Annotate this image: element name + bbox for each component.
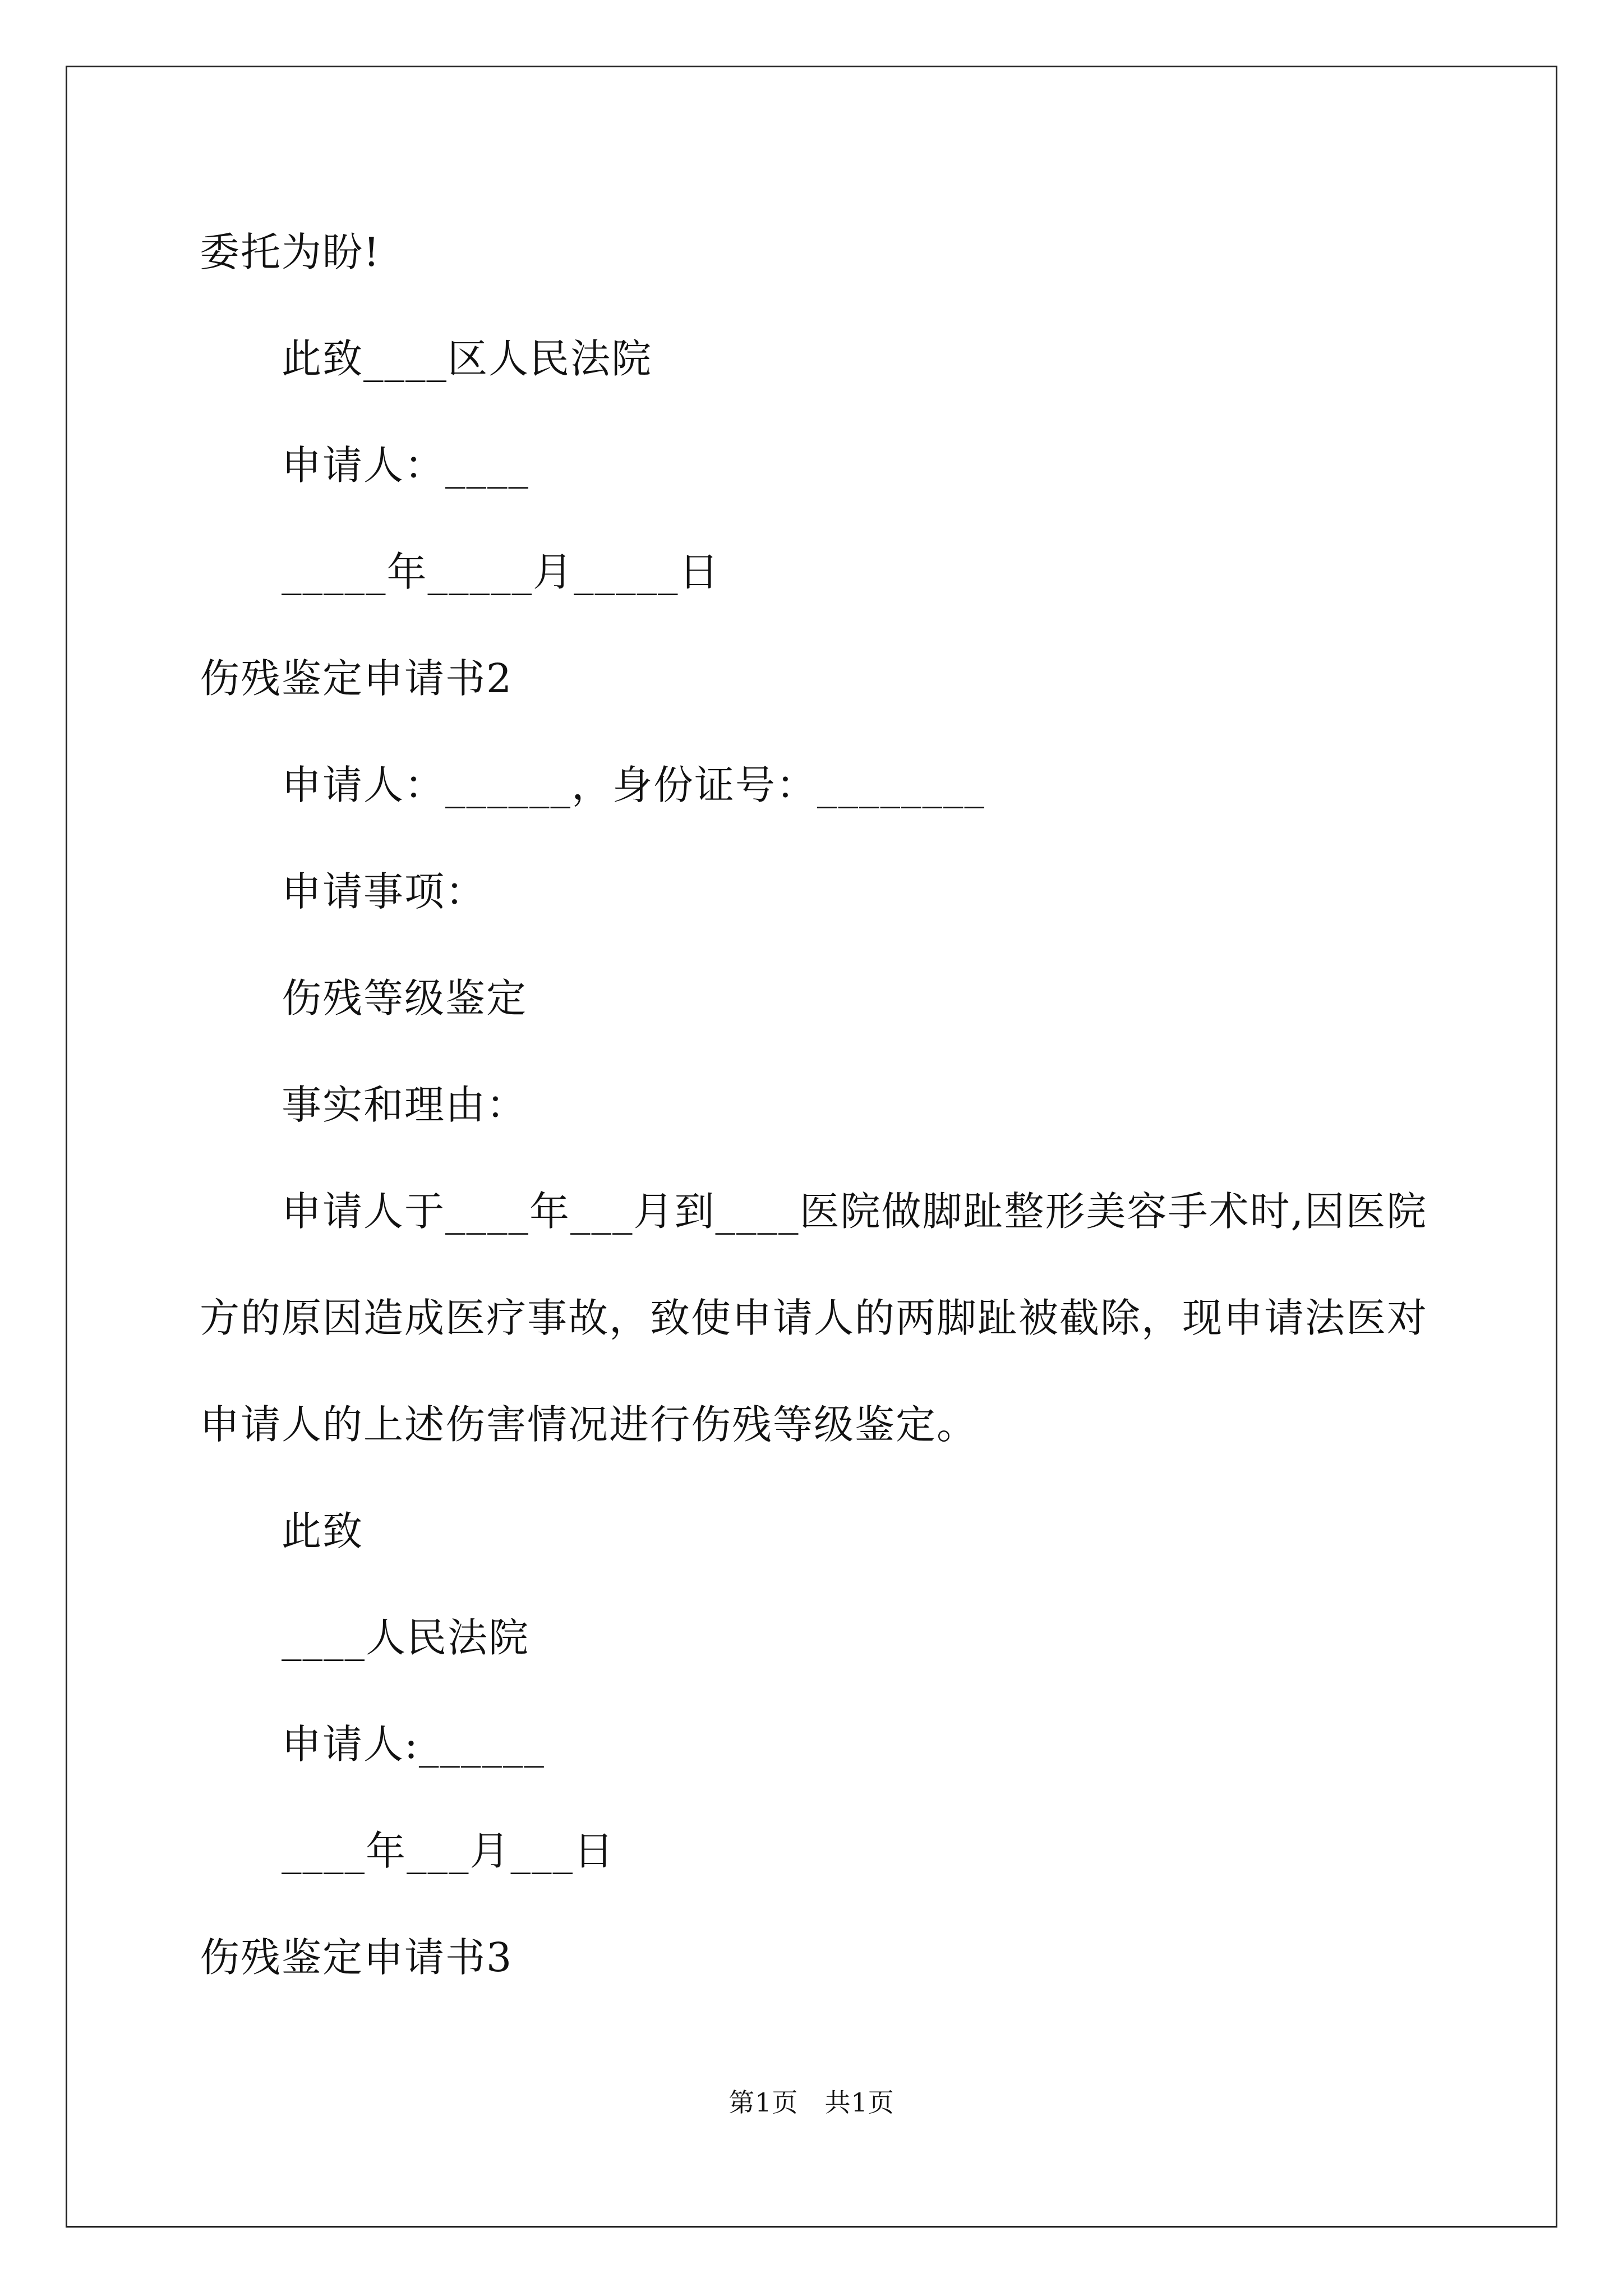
section-title-2: 伤残鉴定申请书2: [200, 655, 513, 702]
salutation-court-line: 此致____区人民法院: [282, 335, 653, 382]
date-line: _____年_____月_____日: [282, 549, 720, 595]
applicant-id-line: 申请人：______，身份证号：________: [282, 762, 986, 808]
facts-paragraph-line-3: 申请人的上述伤害情况进行伤残等级鉴定。: [200, 1401, 978, 1448]
request-item: 伤残等级鉴定: [282, 975, 528, 1022]
page-frame: [66, 66, 1557, 2228]
date-line-2: ____年___月___日: [282, 1828, 615, 1874]
section-title-3: 伤残鉴定申请书3: [200, 1934, 513, 1981]
request-items-heading: 申请事项：: [282, 868, 487, 915]
page-footer: 第1页 共1页: [728, 2087, 895, 2118]
applicant-signature-line-2: 申请人:______: [282, 1721, 545, 1768]
facts-paragraph-line-1: 申请人于____年___月到____医院做脚趾整形美容手术时,因医院: [282, 1188, 1428, 1235]
closing-request-line: 委托为盼!: [200, 229, 381, 275]
court-name-line: ____人民法院: [282, 1614, 530, 1661]
salutation-line: 此致: [282, 1508, 364, 1554]
facts-reasons-heading: 事实和理由：: [282, 1082, 528, 1128]
applicant-signature-line: 申请人：____: [282, 442, 530, 489]
facts-paragraph-line-2: 方的原因造成医疗事故，致使申请人的两脚趾被截除，现申请法医对: [200, 1295, 1428, 1341]
